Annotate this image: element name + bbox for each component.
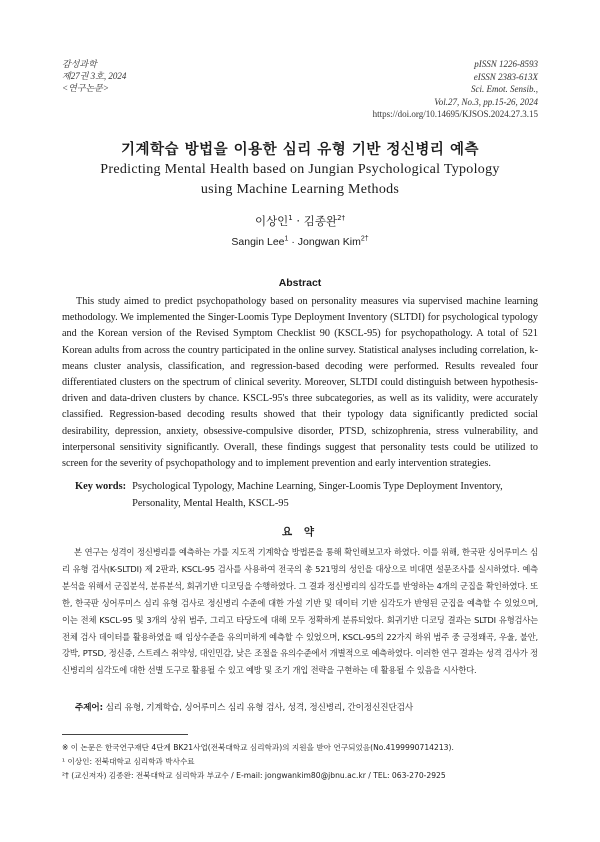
abstract-heading: Abstract: [278, 277, 322, 289]
journal-header-right: [373, 58, 538, 121]
footnote-funding: ※ 이 논문은 한국연구재단 4단계 BK21사업(전북대학교 심리학과)의 지원을 받아 연구되었음(No.4199990714213).: [62, 743, 454, 752]
korean-keywords-label: 주제어:: [75, 703, 103, 713]
author-2-ko-mark: 2†: [337, 214, 346, 223]
korean-keywords: [75, 701, 538, 715]
author-1-ko: 이상인: [254, 214, 289, 228]
title-korean: 기계학습 방법을 이용한 심리 유형 기반 정신병리 예측: [121, 142, 479, 158]
doi-link[interactable]: https://doi.org/10.14695/KJSOS.2024.27.3.15: [372, 109, 538, 119]
journal-name-en: Sci. Emot. Sensib.,: [471, 84, 538, 94]
author-2-ko: 김종완: [303, 214, 338, 228]
abstract-body: This study aimed to predict psychopathology based on personality measures via supervised machine learning methodology. We implemented the Singer-Loomis Type Deployment Inventory (SLTDI) for psychological typology and the Korean version of the Revised Symptom Checklist 90 (KSCL-95) for psychopathology. A total of 521 Korean adults from across the country participated in the online survey. Statistical analyses including correlation, k-means cluster analysis, classification, and regression-based decoding were performed. Results revealed four differentiated clusters on the spectrum of clinical severity. Moreover, SLTDI could distinguish between hypothesis-driven and data-driven clusters by chance. KSCL-95's three subcategories, as well as its validity, were accurately classified. Regression-based decoding results showed that their typology data significantly predicted social desirability, depression, anxiety, obsessive-compulsive disorder, PTSD, schizophrenia, stress vulnerability, and interpersonal sensitivity significantly. Overall, these findings suggest that personality tests could be utilized to screen for the severity of psychopathology and to implement prevention and early intervention strategies.: [62, 296, 538, 470]
author-2-en: Jongwan Kim: [297, 236, 361, 248]
footnote-divider: [62, 734, 188, 735]
author-2-en-mark: 2†: [360, 235, 369, 243]
footnote-author-2: ²† (교신저자) 김종완: 전북대학교 심리학과 부교수 / E-mail: jongwankim80@jbnu.ac.kr / TEL: 063-270-2925: [62, 771, 446, 780]
eissn: eISSN 2383-613X: [473, 71, 538, 82]
keywords-label: Key words:: [75, 481, 127, 492]
author-separator-en: ·: [288, 236, 298, 248]
article-type: <연구논문>: [62, 83, 109, 93]
footnotes: [62, 741, 538, 783]
title-english-line-1: Predicting Mental Health based on Jungian Psychological Typology: [100, 162, 500, 177]
korean-keywords-text: 심리 유형, 기계학습, 싱어루미스 심리 유형 검사, 성격, 정신병리, 간이정신진단검사: [105, 703, 414, 713]
title-english-line-2: using Machine Learning Methods: [200, 182, 400, 197]
journal-name-ko: 감성과학: [62, 59, 97, 69]
keywords: [75, 478, 535, 512]
korean-abstract-heading: 요 약: [282, 526, 318, 538]
authors-english: [0, 236, 600, 248]
pissn: pISSN 1226-8593: [474, 59, 538, 69]
volume-ko: 제27권 3호, 2024: [62, 71, 127, 81]
authors-korean: [0, 213, 600, 229]
author-1-en-mark: 1: [284, 235, 289, 243]
journal-header-left: [62, 58, 126, 94]
keywords-text: Psychological Typology, Machine Learning, Singer-Loomis Type Deployment Inventory, Personality, Mental Health, KSCL-95: [132, 481, 503, 509]
author-1-ko-mark: 1: [288, 214, 293, 223]
author-1-en: Sangin Lee: [231, 236, 285, 248]
title-english: [0, 160, 600, 200]
author-separator: ·: [292, 214, 304, 228]
korean-abstract-body: 본 연구는 성격이 정신병리를 예측하는 가를 지도적 기계학습 방법론을 통해 확인해보고자 하였다. 이를 위해, 한국판 싱어루미스 심리 유형 검사(K-SLTDI) 제 2판과, KSCL-95 검사를 사용하여 전국의 총 521명의 성인을 대상으로 비대면 설문조사를 실시하였다. 예측 분석을 위해서 군집분석, 분류분석, 회귀기반 디코딩을 수행하였다. 그 결과 정신병리의 심각도를 반영하는 4개의 군집을 확인하였다. 또한, 한국판 싱어루미스 심리 유형 검사로 정신병리 수준에 대한 가설 기반 및 데이터 기반 심각도가 반영된 군집을 예측할 수 있었으며, 이는 전체 KSCL-95 및 3개의 상위 범주, 그리고 타당도에 대해 모두 정확하게 분류되었다. 회귀기반 디코딩 결과는 SLTDI 유형검사는 전체 검사 데이터를 활용하였을 때 임상수준을 유의미하게 예측할 수 있었으며, KSCL-95의 22가지 하위 범주 중 긍정왜곡, 우울, 불안, 강박, PTSD, 정신증, 스트레스 취약성, 대인민감, 낮은 조절을 유의수준에서 개별적으로 예측하였다. 이러한 연구 결과는 성격 검사가 정신병리의 심각도에 대한 선별 도구로 활용될 수 있고 예방 및 조기 개입 전략을 구현하는 데 활용될 수 있음을 시사한다.: [62, 547, 538, 676]
footnote-author-1: ¹ 이상인: 전북대학교 심리학과 박사수료: [62, 757, 195, 766]
volume-en: Vol.27, No.3, pp.15-26, 2024: [434, 96, 538, 107]
